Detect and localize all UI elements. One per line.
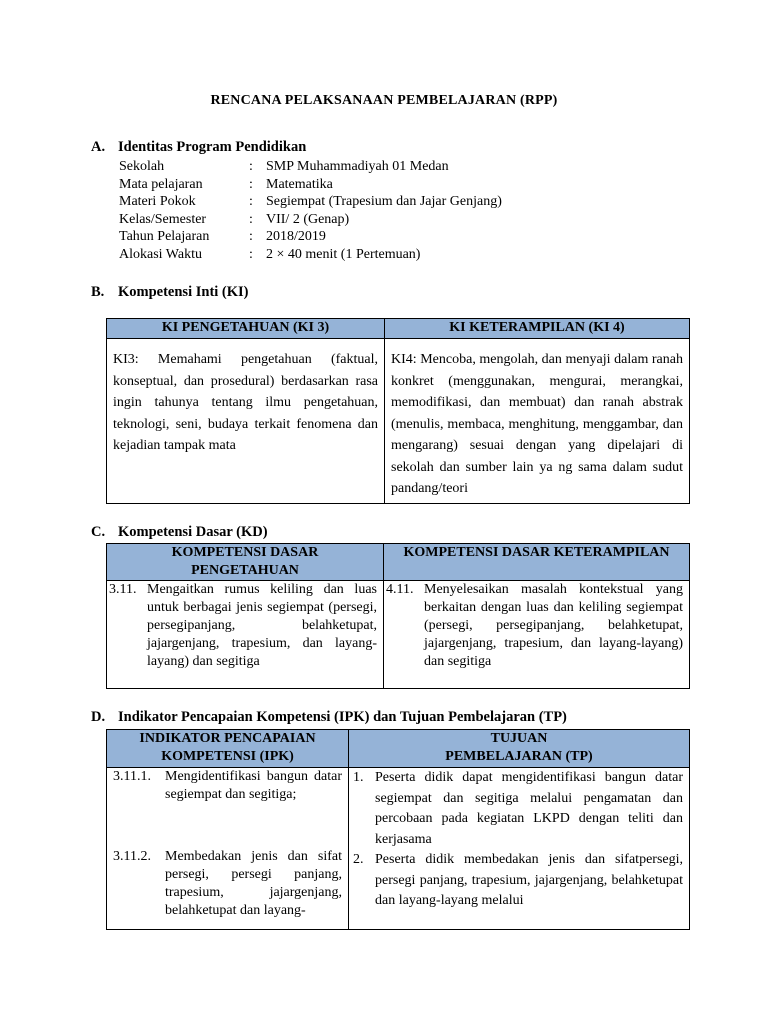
- section-c-heading: [91, 524, 268, 541]
- ipk-header-line: KOMPETENSI (IPK): [161, 749, 294, 764]
- identity-row: [119, 228, 502, 246]
- ipk-number: 3.11.1.: [113, 769, 151, 784]
- kd-table: [106, 543, 690, 689]
- identity-value: SMP Muhammadiyah 01 Medan: [266, 159, 449, 174]
- section-a-heading: [91, 139, 306, 156]
- ki4-text: KI4: Mencoba, mengolah, dan menyaji dalam ranah konkret (menggunakan, mengurai, merangkai, memodifikasi, dan membuat) dan ranah abstrak (menulis, membaca, menghitung, menggambar, dan mengarang) sesuai dengan yang dipelajari di sekolah dan sumber lain ya ng sama dalam sudut pandang/teori: [391, 352, 683, 496]
- kd-header-line: PENGETAHUAN: [191, 563, 299, 578]
- tp-cell: [349, 768, 690, 930]
- ipk-header: [107, 730, 349, 768]
- ki4-header: KI KETERAMPILAN (KI 4): [385, 319, 690, 339]
- section-d-letter: D.: [91, 709, 106, 725]
- identity-value: Segiempat (Trapesium dan Jajar Genjang): [266, 194, 502, 210]
- kd-number: 3.11.: [109, 582, 137, 597]
- identity-value: 2018/2019: [266, 229, 326, 245]
- tp-header: [349, 730, 690, 768]
- identity-row: [119, 211, 502, 229]
- section-d-title: Indikator Pencapaian Kompetensi (IPK) dan Tujuan Pembelajaran (TP): [118, 709, 567, 725]
- ipk-item: [107, 768, 348, 804]
- kd-item: [384, 581, 689, 671]
- ipk-cell: [107, 768, 349, 930]
- tp-text: Peserta didik membedakan jenis dan sifatpersegi, persegi panjang, trapesium, jajargenjang, belahketupat dan layang-layang melalui: [375, 852, 683, 908]
- ipk-number: 3.11.2.: [113, 849, 151, 864]
- identity-label: Sekolah: [119, 159, 165, 174]
- ki4-cell: [385, 339, 690, 504]
- ipk-text: Mengidentifikasi bangun datar segiempat dan segitiga;: [165, 769, 342, 802]
- section-b-letter: B.: [91, 284, 105, 300]
- ipk-item: [107, 848, 348, 920]
- kd-pengetahuan-cell: [107, 581, 384, 689]
- identity-colon: :: [249, 211, 253, 227]
- identity-label: Alokasi Waktu: [119, 246, 202, 262]
- identity-value: Matematika: [266, 176, 333, 192]
- section-b-heading: [91, 284, 249, 301]
- identity-value: VII/ 2 (Genap): [266, 211, 350, 227]
- ipk-header-line: INDIKATOR PENCAPAIAN: [139, 731, 316, 746]
- ki3-text: KI3: Memahami pengetahuan (faktual, konseptual, dan prosedural) berdasarkan rasa ingin tahunya tentang ilmu pengetahuan, teknologi, seni, budaya terkait fenomena dan kejadian tampak mata: [113, 352, 378, 453]
- kd-text: Menyelesaikan masalah kontekstual yang berkaitan dengan luas dan keliling segiempat (persegi, persegipanjang, belahketupat, jajargenjang, trapesium, dan layang-layang) dan segitiga: [424, 582, 683, 669]
- kd-header-line: KOMPETENSI DASAR: [171, 545, 319, 560]
- section-a-letter: A.: [91, 139, 106, 155]
- kd-keterampilan-cell: [384, 581, 690, 689]
- identity-colon: :: [249, 176, 253, 192]
- section-c-letter: C.: [91, 524, 106, 540]
- identity-label: Materi Pokok: [119, 194, 196, 210]
- identity-colon: :: [249, 159, 253, 174]
- section-a-title: Identitas Program Pendidikan: [118, 139, 307, 155]
- tp-item: [349, 768, 689, 850]
- kd-text: Mengaitkan rumus keliling dan luas untuk berbagai jenis segiempat (persegi, persegipanjang, belahketupat, jajargenjang, trapesium, dan layang-layang) dan segitiga: [147, 582, 377, 669]
- section-b-title: Kompetensi Inti (KI): [118, 284, 249, 300]
- section-c-title: Kompetensi Dasar (KD): [118, 524, 268, 540]
- tp-text: Peserta didik dapat mengidentifikasi bangun datar segiempat dan segitiga melalui pengamatan dan percobaan pada kegiatan LKPD dengan teliti dan kerjasama: [375, 770, 683, 847]
- identity-colon: :: [249, 246, 253, 262]
- identity-label: Mata pelajaran: [119, 176, 203, 192]
- ki-table: [106, 318, 690, 504]
- ipk-text: Membedakan jenis dan sifat persegi, persegi panjang, trapesium, jajargenjang, belahketupat dan layang-: [165, 849, 342, 918]
- identity-value: 2 × 40 menit (1 Pertemuan): [266, 246, 421, 262]
- kd-item: [107, 581, 383, 671]
- identity-label: Tahun Pelajaran: [119, 229, 210, 245]
- identity-list: [119, 158, 502, 264]
- ki3-cell: [107, 339, 385, 504]
- tp-item: [349, 850, 689, 912]
- document-title: RENCANA PELAKSANAAN PEMBELAJARAN (RPP): [210, 93, 558, 108]
- tp-header-line: PEMBELAJARAN (TP): [445, 749, 593, 764]
- identity-row: [119, 193, 502, 211]
- ipk-tp-table: [106, 729, 690, 930]
- identity-colon: :: [249, 229, 253, 245]
- identity-row: [119, 176, 502, 194]
- tp-number: 2.: [353, 852, 364, 867]
- identity-row: [119, 246, 502, 264]
- section-d-heading: [91, 709, 567, 726]
- ki3-header: KI PENGETAHUAN (KI 3): [107, 319, 385, 339]
- kd-number: 4.11.: [386, 582, 414, 597]
- kd-keterampilan-header: KOMPETENSI DASAR KETERAMPILAN: [384, 544, 690, 581]
- tp-number: 1.: [353, 770, 364, 785]
- identity-colon: :: [249, 194, 253, 210]
- identity-row: [119, 158, 502, 176]
- identity-label: Kelas/Semester: [119, 211, 207, 227]
- tp-header-line: TUJUAN: [490, 731, 548, 746]
- kd-pengetahuan-header: [107, 544, 384, 581]
